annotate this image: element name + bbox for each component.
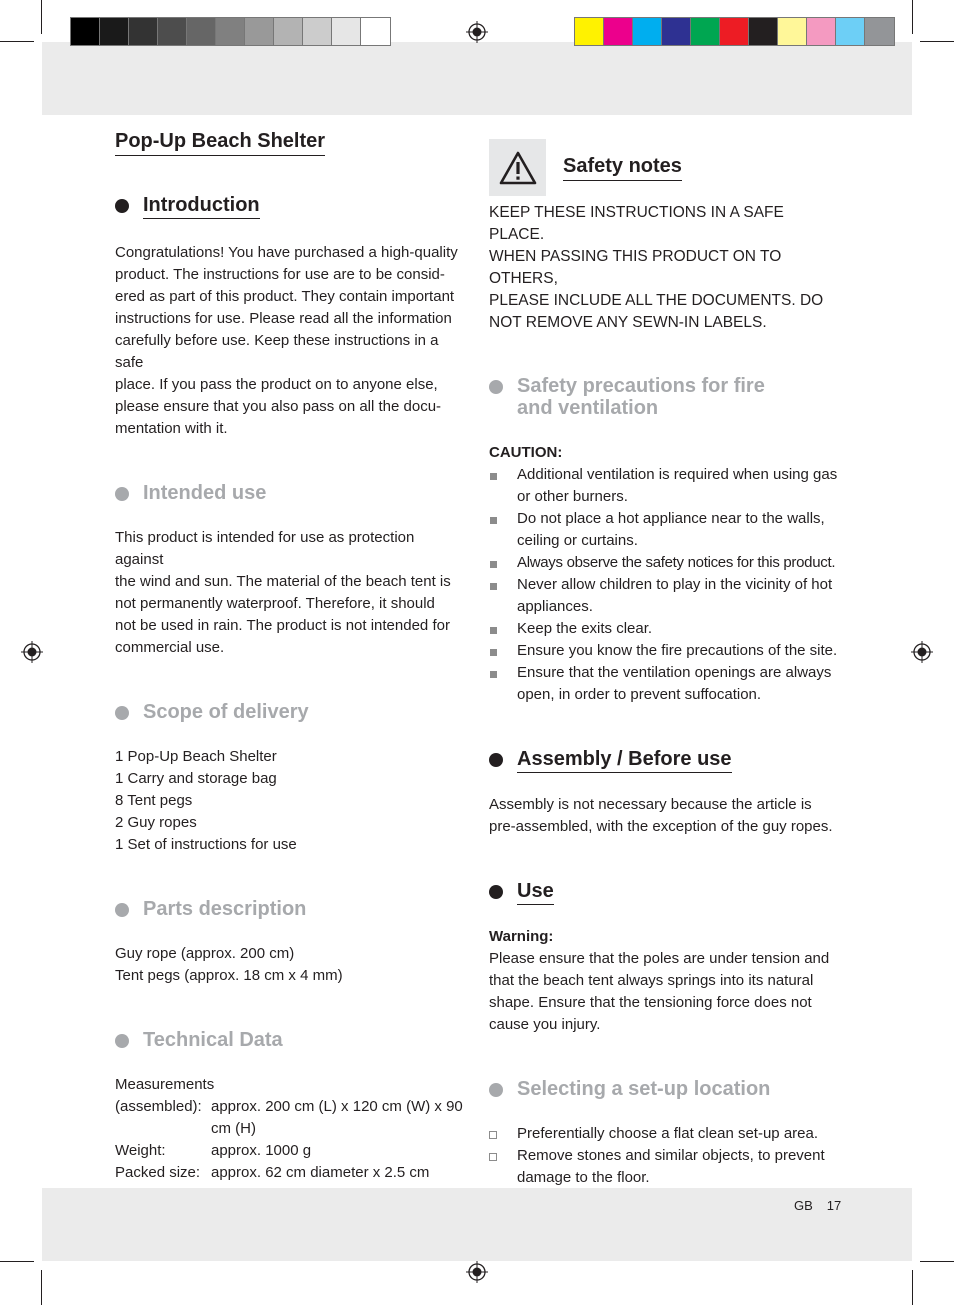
- warning-label: Warning:: [489, 928, 554, 945]
- gray-swatch-1: [71, 18, 100, 45]
- safety-notes-heading: Safety notes: [489, 139, 841, 196]
- color-swatch-11: [865, 18, 894, 45]
- registration-mark-icon: [911, 641, 933, 663]
- footer-band: [42, 1188, 912, 1261]
- safety-notes-text: KEEP THESE INSTRUCTIONS IN A SAFE PLACE. WHEN PASSING THIS PRODUCT ON TO OTHERS, PLEASE INCLUDE ALL THE DOCUMENTS. DO NOT REMOVE ANY SEWN-IN LABELS.: [489, 204, 824, 331]
- scope-of-delivery-list: [115, 746, 465, 856]
- introduction-heading: Introduction: [115, 194, 465, 219]
- registration-mark-icon: [466, 21, 488, 43]
- square-bullet-icon: [490, 649, 497, 656]
- list-item: 1 Carry and storage bag: [115, 770, 277, 787]
- checkbox-square-icon: [489, 1131, 497, 1139]
- bullet-dot-icon: [115, 199, 129, 213]
- list-item: Ensure you know the fire precautions of the site.: [489, 640, 841, 662]
- technical-data: Measurements (assembled): approx. 200 cm (L) x 120 cm (W) x 90 cm (H) Weight: approx. 1000 g Packed size: approx. 62 cm diameter x 2.5 cm: [115, 1074, 465, 1184]
- color-swatch-9: [807, 18, 836, 45]
- bullet-dot-icon: [489, 1083, 503, 1097]
- crop-mark: [920, 41, 954, 42]
- color-swatch-4: [662, 18, 691, 45]
- list-item: 1 Set of instructions for use: [115, 836, 297, 853]
- intended-use-heading: Intended use: [115, 482, 465, 504]
- scope-of-delivery-heading: Scope of delivery: [115, 701, 465, 723]
- crop-mark: [0, 41, 34, 42]
- gray-swatch-11: [361, 18, 390, 45]
- list-item: Guy rope (approx. 200 cm): [115, 945, 295, 962]
- color-swatch-2: [604, 18, 633, 45]
- list-item: Tent pegs (approx. 18 cm x 4 mm): [115, 967, 343, 984]
- list-item: 1 Pop-Up Beach Shelter: [115, 748, 277, 765]
- warning-triangle-icon: [489, 139, 546, 196]
- gray-swatch-10: [332, 18, 361, 45]
- header-band: [42, 42, 912, 115]
- gray-swatch-7: [245, 18, 274, 45]
- caution-label: CAUTION:: [489, 444, 563, 461]
- technical-data-table: [115, 1096, 465, 1184]
- gray-swatch-9: [303, 18, 332, 45]
- technical-data-heading: Technical Data: [115, 1029, 465, 1051]
- page-folio: [794, 1198, 855, 1213]
- registration-mark-icon: [21, 641, 43, 663]
- color-swatch-1: [575, 18, 604, 45]
- document-title: Pop-Up Beach Shelter: [115, 130, 325, 156]
- assembly-text: Assembly is not necessary because the article is pre-assembled, with the exception of the guy ropes.: [489, 796, 833, 835]
- crop-mark: [41, 1270, 42, 1305]
- color-swatch-3: [633, 18, 662, 45]
- bullet-dot-icon: [115, 706, 129, 720]
- fire-ventilation-body: [489, 442, 841, 706]
- page-number: 17: [826, 1198, 842, 1213]
- gray-swatch-3: [129, 18, 158, 45]
- table-row: Weight: approx. 1000 g: [115, 1142, 312, 1159]
- square-bullet-icon: [490, 583, 497, 590]
- location-heading: Selecting a set-up location: [489, 1078, 841, 1100]
- fire-ventilation-heading: Safety precautions for fire and ventilation: [489, 375, 841, 419]
- gray-swatch-6: [216, 18, 245, 45]
- bullet-dot-icon: [489, 885, 503, 899]
- language-code: GB: [794, 1198, 813, 1213]
- table-row: (assembled): approx. 200 cm (L) x 120 cm (W) x 90 cm (H): [115, 1098, 463, 1137]
- color-swatch-7: [749, 18, 778, 45]
- list-item: Ensure that the ventilation openings are always open, in order to prevent suffocation.: [489, 662, 841, 706]
- square-bullet-icon: [490, 627, 497, 634]
- parts-description-heading: Parts description: [115, 898, 465, 920]
- location-list: [489, 1123, 841, 1189]
- list-item: Remove stones and similar objects, to prevent damage to the floor.: [489, 1145, 841, 1189]
- table-row: Packed size: approx. 62 cm diameter x 2.5 cm: [115, 1164, 430, 1181]
- gray-swatch-8: [274, 18, 303, 45]
- bullet-dot-icon: [115, 1034, 129, 1048]
- bullet-dot-icon: [115, 487, 129, 501]
- list-item: Never allow children to play in the vicinity of hot appliances.: [489, 574, 841, 618]
- checkbox-square-icon: [489, 1153, 497, 1161]
- crop-mark: [912, 1270, 913, 1305]
- list-item: 8 Tent pegs: [115, 792, 193, 809]
- crop-mark: [0, 1261, 34, 1262]
- square-bullet-icon: [490, 473, 497, 480]
- square-bullet-icon: [490, 517, 497, 524]
- right-column: [489, 139, 841, 1189]
- list-item: Preferentially choose a flat clean set-up area.: [489, 1123, 841, 1145]
- color-swatch-10: [836, 18, 865, 45]
- color-swatch-6: [720, 18, 749, 45]
- gray-swatch-4: [158, 18, 187, 45]
- gray-swatch-5: [187, 18, 216, 45]
- parts-description-list: [115, 943, 465, 987]
- crop-mark: [41, 0, 42, 34]
- use-heading: Use: [489, 880, 841, 905]
- list-item: Additional ventilation is required when using gas or other burners.: [489, 464, 841, 508]
- bullet-dot-icon: [489, 753, 503, 767]
- square-bullet-icon: [490, 561, 497, 568]
- introduction-text: Congratulations! You have purchased a high-quality product. The instructions for use are to be consid- ered as part of this product. They contain important instructions for use. Please read all the information carefully before use. Keep these instructions in a safe place. If you pass the product on to anyone else, please ensure that you also pass on all the docu- mentation with it.: [115, 244, 458, 437]
- process-color-bar: [574, 17, 895, 46]
- assembly-heading: Assembly / Before use: [489, 748, 841, 773]
- bullet-dot-icon: [489, 380, 503, 394]
- list-item: Keep the exits clear.: [489, 618, 841, 640]
- crop-mark: [912, 0, 913, 34]
- gray-swatch-2: [100, 18, 129, 45]
- list-item: 2 Guy ropes: [115, 814, 197, 831]
- crop-mark: [920, 1261, 954, 1262]
- intended-use-text: This product is intended for use as protection against the wind and sun. The material of the beach tent is not permanently waterproof. Therefore, it should not be used in rain. The product is not intended for commercial use.: [115, 529, 451, 656]
- registration-mark-icon: [466, 1261, 488, 1283]
- list-item: Do not place a hot appliance near to the walls, ceiling or curtains.: [489, 508, 841, 552]
- grayscale-color-bar: [70, 17, 391, 46]
- left-column: [115, 130, 465, 1184]
- fire-precautions-list: [489, 464, 841, 706]
- list-item: Always observe the safety notices for this product.: [489, 552, 841, 574]
- square-bullet-icon: [490, 671, 497, 678]
- color-swatch-5: [691, 18, 720, 45]
- use-text: Warning: Please ensure that the poles are under tension and that the beach tent always springs into its natural shape. Ensure that the tensioning force does not cause you injury.: [489, 926, 841, 1036]
- bullet-dot-icon: [115, 903, 129, 917]
- color-swatch-8: [778, 18, 807, 45]
